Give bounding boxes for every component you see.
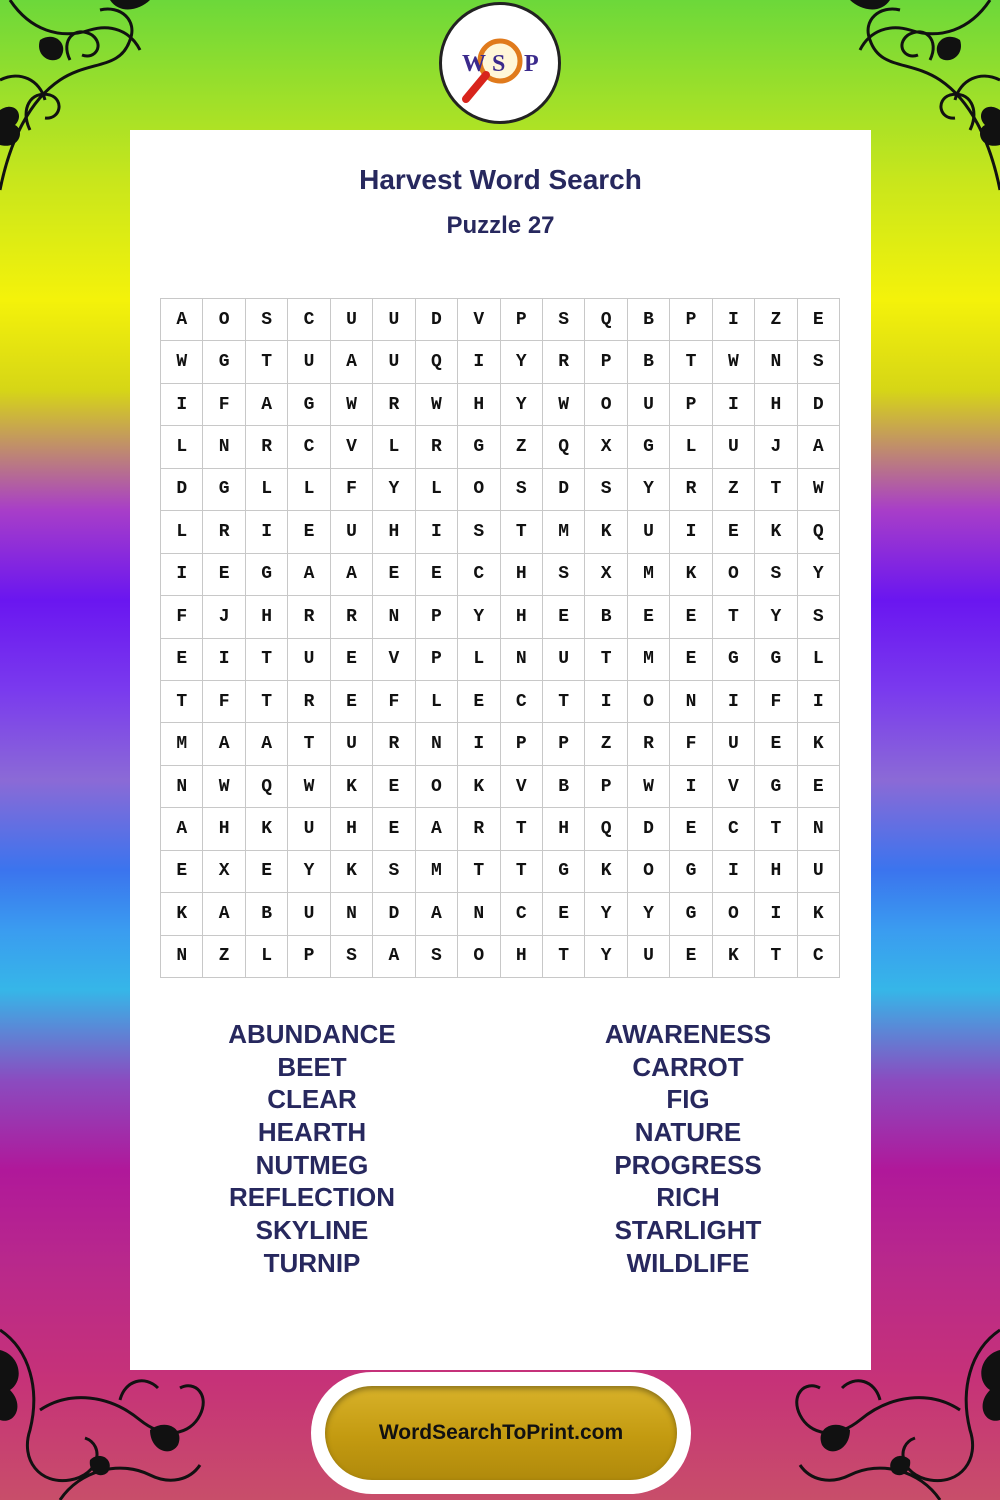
grid-cell[interactable]: V [331, 426, 373, 468]
word-item: RICH [656, 1182, 720, 1213]
grid-cell[interactable]: A [203, 723, 245, 765]
grid-cell[interactable]: W [203, 766, 245, 808]
grid-cell[interactable]: S [798, 596, 840, 638]
grid-cell[interactable]: G [203, 341, 245, 383]
grid-cell[interactable]: A [161, 808, 203, 850]
grid-cell[interactable]: K [798, 893, 840, 935]
grid-cell[interactable]: J [203, 596, 245, 638]
word-item: WILDLIFE [626, 1247, 750, 1278]
grid-cell[interactable]: N [755, 341, 797, 383]
grid-cell[interactable]: K [161, 893, 203, 935]
logo-letter-s: S [492, 51, 506, 77]
grid-cell[interactable]: O [416, 766, 458, 808]
grid-cell[interactable]: W [713, 341, 755, 383]
grid-cell[interactable]: H [331, 808, 373, 850]
grid-cell[interactable]: K [458, 766, 500, 808]
grid-cell[interactable]: D [416, 299, 458, 341]
grid-cell[interactable]: Q [585, 808, 627, 850]
grid-cell[interactable]: Y [798, 554, 840, 596]
grid-cell[interactable]: B [246, 893, 288, 935]
grid-cell[interactable]: T [246, 681, 288, 723]
grid-cell[interactable]: S [585, 469, 627, 511]
grid-cell[interactable]: I [670, 766, 712, 808]
grid-cell[interactable]: N [161, 766, 203, 808]
word-item: FIG [666, 1084, 710, 1115]
grid-cell[interactable]: E [458, 681, 500, 723]
grid-cell[interactable]: O [713, 554, 755, 596]
grid-cell[interactable]: Z [755, 299, 797, 341]
grid-cell[interactable]: L [161, 426, 203, 468]
grid-cell[interactable]: H [543, 808, 585, 850]
grid-cell[interactable]: D [798, 384, 840, 426]
logo-letter-w: W [462, 51, 486, 77]
grid-cell[interactable]: N [416, 723, 458, 765]
grid-cell[interactable]: P [288, 936, 330, 978]
grid-cell[interactable]: T [755, 808, 797, 850]
grid-cell[interactable]: T [501, 851, 543, 893]
grid-cell[interactable]: G [246, 554, 288, 596]
grid-cell[interactable]: E [798, 299, 840, 341]
grid-cell[interactable]: G [713, 639, 755, 681]
grid-cell[interactable]: B [543, 766, 585, 808]
grid-cell[interactable]: Q [543, 426, 585, 468]
grid-cell[interactable]: V [501, 766, 543, 808]
grid-cell[interactable]: A [416, 808, 458, 850]
grid-cell[interactable]: E [670, 936, 712, 978]
grid-cell[interactable]: E [161, 851, 203, 893]
grid-cell[interactable]: U [373, 299, 415, 341]
grid-cell[interactable]: W [628, 766, 670, 808]
grid-cell[interactable]: G [543, 851, 585, 893]
grid-cell[interactable]: U [331, 299, 373, 341]
puzzle-title: Harvest Word Search [359, 164, 642, 195]
grid-cell[interactable]: X [585, 426, 627, 468]
grid-cell[interactable]: T [755, 469, 797, 511]
grid-cell[interactable]: L [670, 426, 712, 468]
grid-cell[interactable]: E [161, 639, 203, 681]
grid-cell[interactable]: P [501, 299, 543, 341]
grid-cell[interactable]: S [246, 299, 288, 341]
grid-cell[interactable]: G [203, 469, 245, 511]
grid-cell[interactable]: V [713, 766, 755, 808]
grid-cell[interactable]: P [585, 766, 627, 808]
grid-cell[interactable]: I [755, 893, 797, 935]
grid-cell[interactable]: T [670, 341, 712, 383]
grid-cell[interactable]: S [416, 936, 458, 978]
grid-cell[interactable]: Y [373, 469, 415, 511]
grid-cell[interactable]: V [373, 639, 415, 681]
grid-cell[interactable]: H [501, 596, 543, 638]
grid-cell[interactable]: A [246, 723, 288, 765]
grid-cell[interactable]: Q [246, 766, 288, 808]
grid-cell[interactable]: U [373, 341, 415, 383]
grid-cell[interactable]: Z [203, 936, 245, 978]
grid-cell[interactable]: M [161, 723, 203, 765]
grid-cell[interactable]: U [628, 511, 670, 553]
grid-cell[interactable]: E [628, 596, 670, 638]
grid-cell[interactable]: N [798, 808, 840, 850]
grid-cell[interactable]: Q [798, 511, 840, 553]
grid-cell[interactable]: Z [501, 426, 543, 468]
grid-cell[interactable]: M [416, 851, 458, 893]
grid-cell[interactable]: Y [585, 893, 627, 935]
grid-cell[interactable]: R [203, 511, 245, 553]
grid-cell[interactable]: O [203, 299, 245, 341]
word-item: PROGRESS [614, 1149, 762, 1180]
grid-cell[interactable]: H [458, 384, 500, 426]
grid-cell[interactable]: G [670, 851, 712, 893]
grid-cell[interactable]: G [670, 893, 712, 935]
grid-cell[interactable]: E [288, 511, 330, 553]
grid-cell[interactable]: K [585, 851, 627, 893]
wsp-logo [439, 2, 561, 124]
grid-cell[interactable]: B [628, 341, 670, 383]
grid-cell[interactable]: R [416, 426, 458, 468]
grid-cell[interactable]: Z [713, 469, 755, 511]
word-item: REFLECTION [228, 1182, 396, 1213]
grid-cell[interactable]: R [246, 426, 288, 468]
word-list-right [528, 1018, 848, 1280]
grid-cell[interactable]: L [416, 469, 458, 511]
grid-cell[interactable]: U [288, 639, 330, 681]
grid-cell[interactable]: S [458, 511, 500, 553]
grid-cell[interactable]: H [755, 384, 797, 426]
grid-cell[interactable]: I [458, 341, 500, 383]
grid-cell[interactable]: F [203, 681, 245, 723]
grid-cell[interactable]: N [373, 596, 415, 638]
grid-cell[interactable]: B [585, 596, 627, 638]
grid-cell[interactable]: C [713, 808, 755, 850]
grid-cell[interactable]: M [543, 511, 585, 553]
grid-cell[interactable]: X [585, 554, 627, 596]
grid-cell[interactable]: F [670, 723, 712, 765]
grid-cell[interactable]: U [288, 808, 330, 850]
grid-cell[interactable]: D [628, 808, 670, 850]
grid-cell[interactable]: D [161, 469, 203, 511]
grid-cell[interactable]: T [246, 639, 288, 681]
grid-cell[interactable]: H [246, 596, 288, 638]
grid-cell[interactable]: U [713, 723, 755, 765]
grid-cell[interactable]: C [288, 299, 330, 341]
grid-cell[interactable]: I [798, 681, 840, 723]
grid-cell[interactable]: Q [585, 299, 627, 341]
grid-cell[interactable]: G [755, 766, 797, 808]
grid-cell[interactable]: U [288, 341, 330, 383]
grid-cell[interactable]: A [161, 299, 203, 341]
grid-cell[interactable]: F [161, 596, 203, 638]
grid-cell[interactable]: Z [585, 723, 627, 765]
grid-cell[interactable]: U [798, 851, 840, 893]
grid-cell[interactable]: K [798, 723, 840, 765]
grid-cell[interactable]: I [713, 851, 755, 893]
grid-cell[interactable]: L [246, 936, 288, 978]
grid-cell[interactable]: R [288, 596, 330, 638]
grid-cell[interactable]: N [670, 681, 712, 723]
grid-cell[interactable]: S [373, 851, 415, 893]
grid-cell[interactable]: R [543, 341, 585, 383]
grid-cell[interactable]: C [288, 426, 330, 468]
grid-cell[interactable]: O [458, 469, 500, 511]
grid-cell[interactable]: C [501, 681, 543, 723]
grid-cell[interactable]: N [331, 893, 373, 935]
grid-cell[interactable]: T [585, 639, 627, 681]
grid-cell[interactable]: I [670, 511, 712, 553]
grid-cell[interactable]: K [585, 511, 627, 553]
grid-cell[interactable]: E [373, 766, 415, 808]
grid-cell[interactable]: A [798, 426, 840, 468]
grid-cell[interactable]: E [543, 596, 585, 638]
grid-cell[interactable]: D [543, 469, 585, 511]
grid-cell[interactable]: P [501, 723, 543, 765]
grid-cell[interactable]: L [416, 681, 458, 723]
word-item: CLEAR [267, 1084, 357, 1115]
grid-cell[interactable]: A [331, 554, 373, 596]
grid-cell[interactable]: R [288, 681, 330, 723]
grid-cell[interactable]: S [501, 469, 543, 511]
grid-cell[interactable]: G [288, 384, 330, 426]
grid-cell[interactable]: L [798, 639, 840, 681]
word-item: NATURE [634, 1117, 742, 1148]
grid-cell[interactable]: E [246, 851, 288, 893]
grid-cell[interactable]: R [670, 469, 712, 511]
grid-cell[interactable]: H [501, 936, 543, 978]
grid-cell[interactable]: E [331, 639, 373, 681]
grid-cell[interactable]: E [798, 766, 840, 808]
grid-cell[interactable]: Y [501, 341, 543, 383]
grid-cell[interactable]: O [628, 851, 670, 893]
grid-cell[interactable]: E [203, 554, 245, 596]
grid-cell[interactable]: U [331, 723, 373, 765]
grid-cell[interactable]: W [288, 766, 330, 808]
grid-cell[interactable]: M [628, 639, 670, 681]
grid-cell[interactable]: O [458, 936, 500, 978]
grid-cell[interactable]: T [458, 851, 500, 893]
grid-cell[interactable]: I [458, 723, 500, 765]
puzzle-card [130, 130, 871, 1370]
grid-cell[interactable]: I [713, 384, 755, 426]
grid-cell[interactable]: P [670, 299, 712, 341]
grid-cell[interactable]: W [798, 469, 840, 511]
grid-cell[interactable]: R [331, 596, 373, 638]
grid-cell[interactable]: S [798, 341, 840, 383]
word-item: HEARTH [257, 1117, 367, 1148]
grid-cell[interactable]: U [628, 384, 670, 426]
grid-cell[interactable]: A [373, 936, 415, 978]
grid-cell[interactable]: Y [458, 596, 500, 638]
grid-cell[interactable]: V [458, 299, 500, 341]
grid-cell[interactable]: Y [628, 469, 670, 511]
grid-cell[interactable]: A [331, 341, 373, 383]
grid-cell[interactable]: W [543, 384, 585, 426]
grid-cell[interactable]: E [331, 681, 373, 723]
grid-cell[interactable]: U [713, 426, 755, 468]
grid-cell[interactable]: A [288, 554, 330, 596]
grid-cell[interactable]: F [755, 681, 797, 723]
grid-cell[interactable]: I [161, 554, 203, 596]
grid-cell[interactable]: O [585, 384, 627, 426]
word-item: AWARENESS [604, 1019, 772, 1049]
grid-cell[interactable]: P [670, 384, 712, 426]
grid-cell[interactable]: G [458, 426, 500, 468]
grid-cell[interactable]: T [713, 596, 755, 638]
grid-cell[interactable]: E [713, 511, 755, 553]
grid-cell[interactable]: W [416, 384, 458, 426]
grid-cell[interactable]: I [585, 681, 627, 723]
grid-cell[interactable]: S [755, 554, 797, 596]
grid-cell[interactable]: P [416, 596, 458, 638]
word-item: BEET [277, 1051, 347, 1082]
grid-cell[interactable]: G [628, 426, 670, 468]
grid-cell[interactable]: N [203, 426, 245, 468]
grid-cell[interactable]: M [628, 554, 670, 596]
magnifier-handle [466, 75, 486, 99]
grid-cell[interactable]: E [755, 723, 797, 765]
grid-cell[interactable]: P [543, 723, 585, 765]
grid-cell[interactable]: R [458, 808, 500, 850]
word-item: STARLIGHT [614, 1215, 762, 1246]
footer-button[interactable] [325, 1386, 677, 1480]
grid-cell[interactable]: R [628, 723, 670, 765]
grid-cell[interactable]: L [458, 639, 500, 681]
grid-cell[interactable]: Y [755, 596, 797, 638]
grid-cell[interactable]: Y [288, 851, 330, 893]
grid-cell[interactable]: K [713, 936, 755, 978]
grid-cell[interactable]: N [501, 639, 543, 681]
word-item: NUTMEG [255, 1149, 369, 1180]
grid-cell[interactable]: H [203, 808, 245, 850]
grid-cell[interactable]: L [373, 426, 415, 468]
grid-cell[interactable]: O [713, 893, 755, 935]
grid-cell[interactable]: E [416, 554, 458, 596]
grid-cell[interactable]: W [331, 384, 373, 426]
grid-cell[interactable]: E [670, 596, 712, 638]
grid-cell[interactable]: R [373, 723, 415, 765]
word-list-left [152, 1018, 472, 1280]
grid-cell[interactable]: S [543, 299, 585, 341]
grid-cell[interactable]: C [501, 893, 543, 935]
grid-cell[interactable]: E [670, 639, 712, 681]
grid-cell[interactable]: G [755, 639, 797, 681]
grid-cell[interactable]: F [331, 469, 373, 511]
grid-cell[interactable]: E [373, 554, 415, 596]
grid-cell[interactable]: T [288, 723, 330, 765]
grid-cell[interactable]: E [670, 808, 712, 850]
grid-cell[interactable]: S [331, 936, 373, 978]
grid-cell[interactable]: I [713, 681, 755, 723]
grid-cell[interactable]: B [628, 299, 670, 341]
grid-cell[interactable]: T [543, 681, 585, 723]
grid-cell[interactable]: H [373, 511, 415, 553]
grid-cell[interactable]: T [501, 808, 543, 850]
grid-cell[interactable]: S [543, 554, 585, 596]
word-item: SKYLINE [255, 1215, 369, 1246]
puzzle-subtitle: Puzzle 27 [446, 212, 555, 239]
grid-cell[interactable]: L [246, 469, 288, 511]
grid-cell[interactable]: I [246, 511, 288, 553]
grid-cell[interactable]: C [458, 554, 500, 596]
footer-pill[interactable] [311, 1372, 691, 1494]
grid-cell[interactable]: T [755, 936, 797, 978]
grid-cell[interactable]: U [331, 511, 373, 553]
grid-cell[interactable]: N [161, 936, 203, 978]
grid-cell[interactable]: F [203, 384, 245, 426]
grid-cell[interactable]: A [203, 893, 245, 935]
grid-cell[interactable]: I [416, 511, 458, 553]
grid-cell[interactable]: K [331, 851, 373, 893]
grid-cell[interactable]: E [543, 893, 585, 935]
grid-cell[interactable]: E [373, 808, 415, 850]
grid-cell[interactable]: P [416, 639, 458, 681]
grid-cell[interactable]: T [543, 936, 585, 978]
grid-cell[interactable]: H [501, 554, 543, 596]
grid-cell[interactable]: C [798, 936, 840, 978]
grid-cell[interactable]: O [628, 681, 670, 723]
site-link[interactable]: WordSearchToPrint.com [378, 1421, 624, 1444]
grid-cell[interactable]: T [161, 681, 203, 723]
grid-cell[interactable]: K [670, 554, 712, 596]
grid-cell[interactable]: T [246, 341, 288, 383]
grid-cell[interactable]: F [373, 681, 415, 723]
grid-cell[interactable]: J [755, 426, 797, 468]
grid-cell[interactable]: Y [585, 936, 627, 978]
grid-cell[interactable]: U [543, 639, 585, 681]
grid-cell[interactable]: U [628, 936, 670, 978]
grid-cell[interactable]: I [161, 384, 203, 426]
grid-cell[interactable]: P [585, 341, 627, 383]
grid-cell[interactable]: U [288, 893, 330, 935]
grid-cell[interactable]: W [161, 341, 203, 383]
grid-cell[interactable]: K [331, 766, 373, 808]
grid-cell[interactable]: T [501, 511, 543, 553]
word-item: CARROT [632, 1051, 744, 1082]
grid-cell[interactable]: L [161, 511, 203, 553]
grid-cell[interactable]: K [755, 511, 797, 553]
word-item: ABUNDANCE [228, 1019, 396, 1049]
grid-cell[interactable]: X [203, 851, 245, 893]
grid-cell[interactable]: I [203, 639, 245, 681]
logo-letter-p: P [524, 51, 539, 77]
letter-grid [160, 298, 840, 978]
grid-cell[interactable]: Y [628, 893, 670, 935]
grid-cell[interactable]: A [416, 893, 458, 935]
grid-cell[interactable]: K [246, 808, 288, 850]
grid-cell[interactable]: Q [416, 341, 458, 383]
word-item: TURNIP [263, 1247, 361, 1278]
grid-cell[interactable]: I [713, 299, 755, 341]
grid-cell[interactable]: A [246, 384, 288, 426]
grid-cell[interactable]: H [755, 851, 797, 893]
grid-cell[interactable]: D [373, 893, 415, 935]
grid-cell[interactable]: L [288, 469, 330, 511]
grid-cell[interactable]: N [458, 893, 500, 935]
grid-cell[interactable]: R [373, 384, 415, 426]
grid-cell[interactable]: Y [501, 384, 543, 426]
